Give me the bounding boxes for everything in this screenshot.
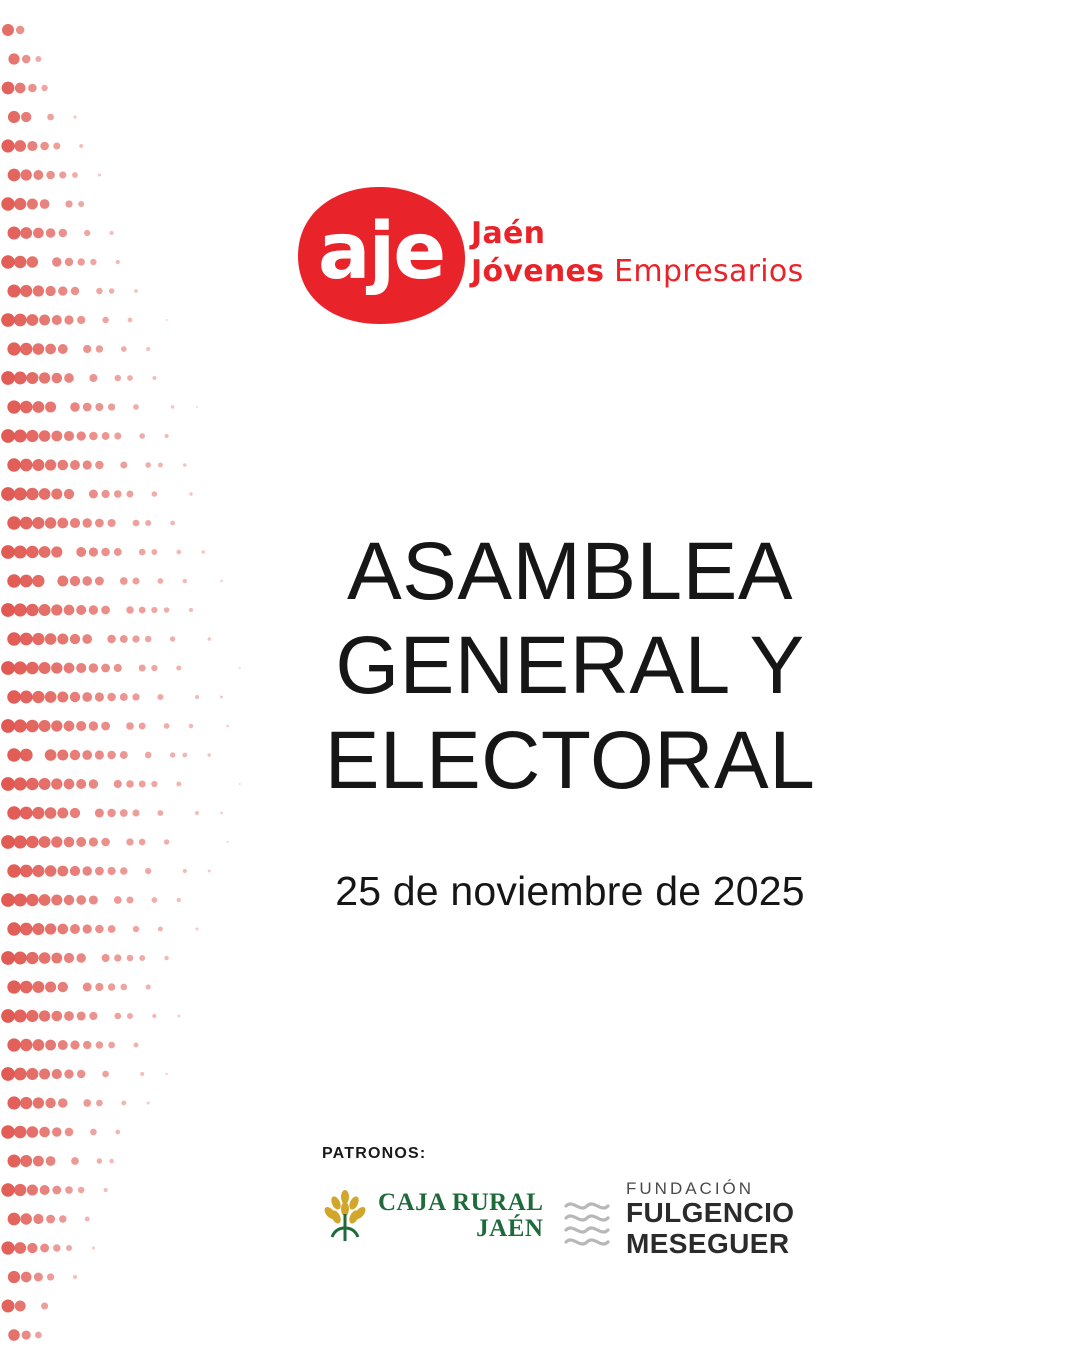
aje-logo — [296, 185, 804, 330]
sponsor-fundacion-line-2: FULGENCIO — [626, 1197, 795, 1229]
sponsor-caja-rural-line-2: JAÉN — [476, 1215, 544, 1243]
aje-logo-jovenes: Jóvenes — [471, 254, 605, 290]
aje-logo-text — [471, 215, 804, 292]
sponsor-fundacion-fulgencio-meseguer — [562, 1180, 794, 1259]
aje-logo-line-jaen: Jaén — [471, 216, 546, 251]
page-title-line-2: GENERAL Y — [335, 620, 805, 712]
aje-logo-empresarios: Empresarios — [604, 254, 804, 290]
sponsor-caja-rural-text — [378, 1190, 543, 1243]
page-title-line-3: ELECTORAL — [324, 714, 816, 806]
sponsor-caja-rural-jaen — [322, 1190, 543, 1243]
aje-logo-wordmark: aje — [317, 207, 445, 297]
sponsor-fundacion-text — [626, 1180, 794, 1259]
aje-logo-line-jovenes-empresarios — [471, 253, 804, 291]
waves-icon — [562, 1196, 616, 1252]
sponsors-label: PATRONOS: — [322, 1145, 427, 1162]
sponsors-row — [322, 1179, 795, 1270]
event-date: 25 de noviembre de 2025 — [335, 868, 805, 914]
page-title-line-1: ASAMBLEA — [346, 526, 794, 617]
page-title — [60, 525, 1080, 808]
wheat-icon — [322, 1190, 368, 1242]
sponsor-caja-rural-line-1: CAJA RURAL — [378, 1189, 544, 1216]
sponsor-fundacion-line-1: FUNDACIÓN — [626, 1179, 755, 1198]
sponsor-fundacion-line-3: MESEGUER — [626, 1227, 790, 1259]
